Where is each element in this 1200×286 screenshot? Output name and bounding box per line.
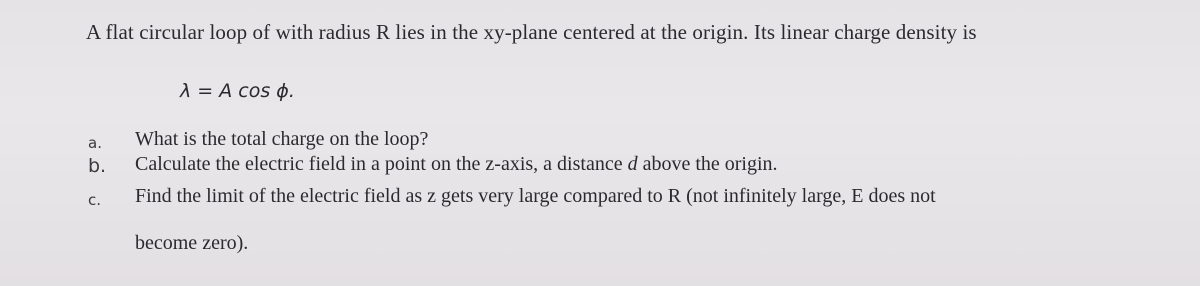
question-b-variable: d xyxy=(627,153,638,175)
question-b-marker: b. xyxy=(88,155,107,177)
question-b-text xyxy=(135,153,778,176)
problem-intro: A flat circular loop of with radius R lies in the xy-plane centered at the origin. Its linear charge density is xyxy=(86,20,977,44)
question-c-marker: c. xyxy=(88,191,102,209)
charge-density-equation: λ = A cos ϕ. xyxy=(180,80,295,102)
question-a-marker: a. xyxy=(88,134,102,152)
question-c-text: Find the limit of the electric field as z gets very large compared to R (not infinitely large, E does not xyxy=(135,185,936,207)
question-b-text-before: Calculate the electric field in a point on the z-axis, a distance xyxy=(135,153,628,175)
question-b-text-after: above the origin. xyxy=(637,153,778,175)
question-a-text: What is the total charge on the loop? xyxy=(135,128,429,150)
question-c-continuation: become zero). xyxy=(135,232,249,254)
